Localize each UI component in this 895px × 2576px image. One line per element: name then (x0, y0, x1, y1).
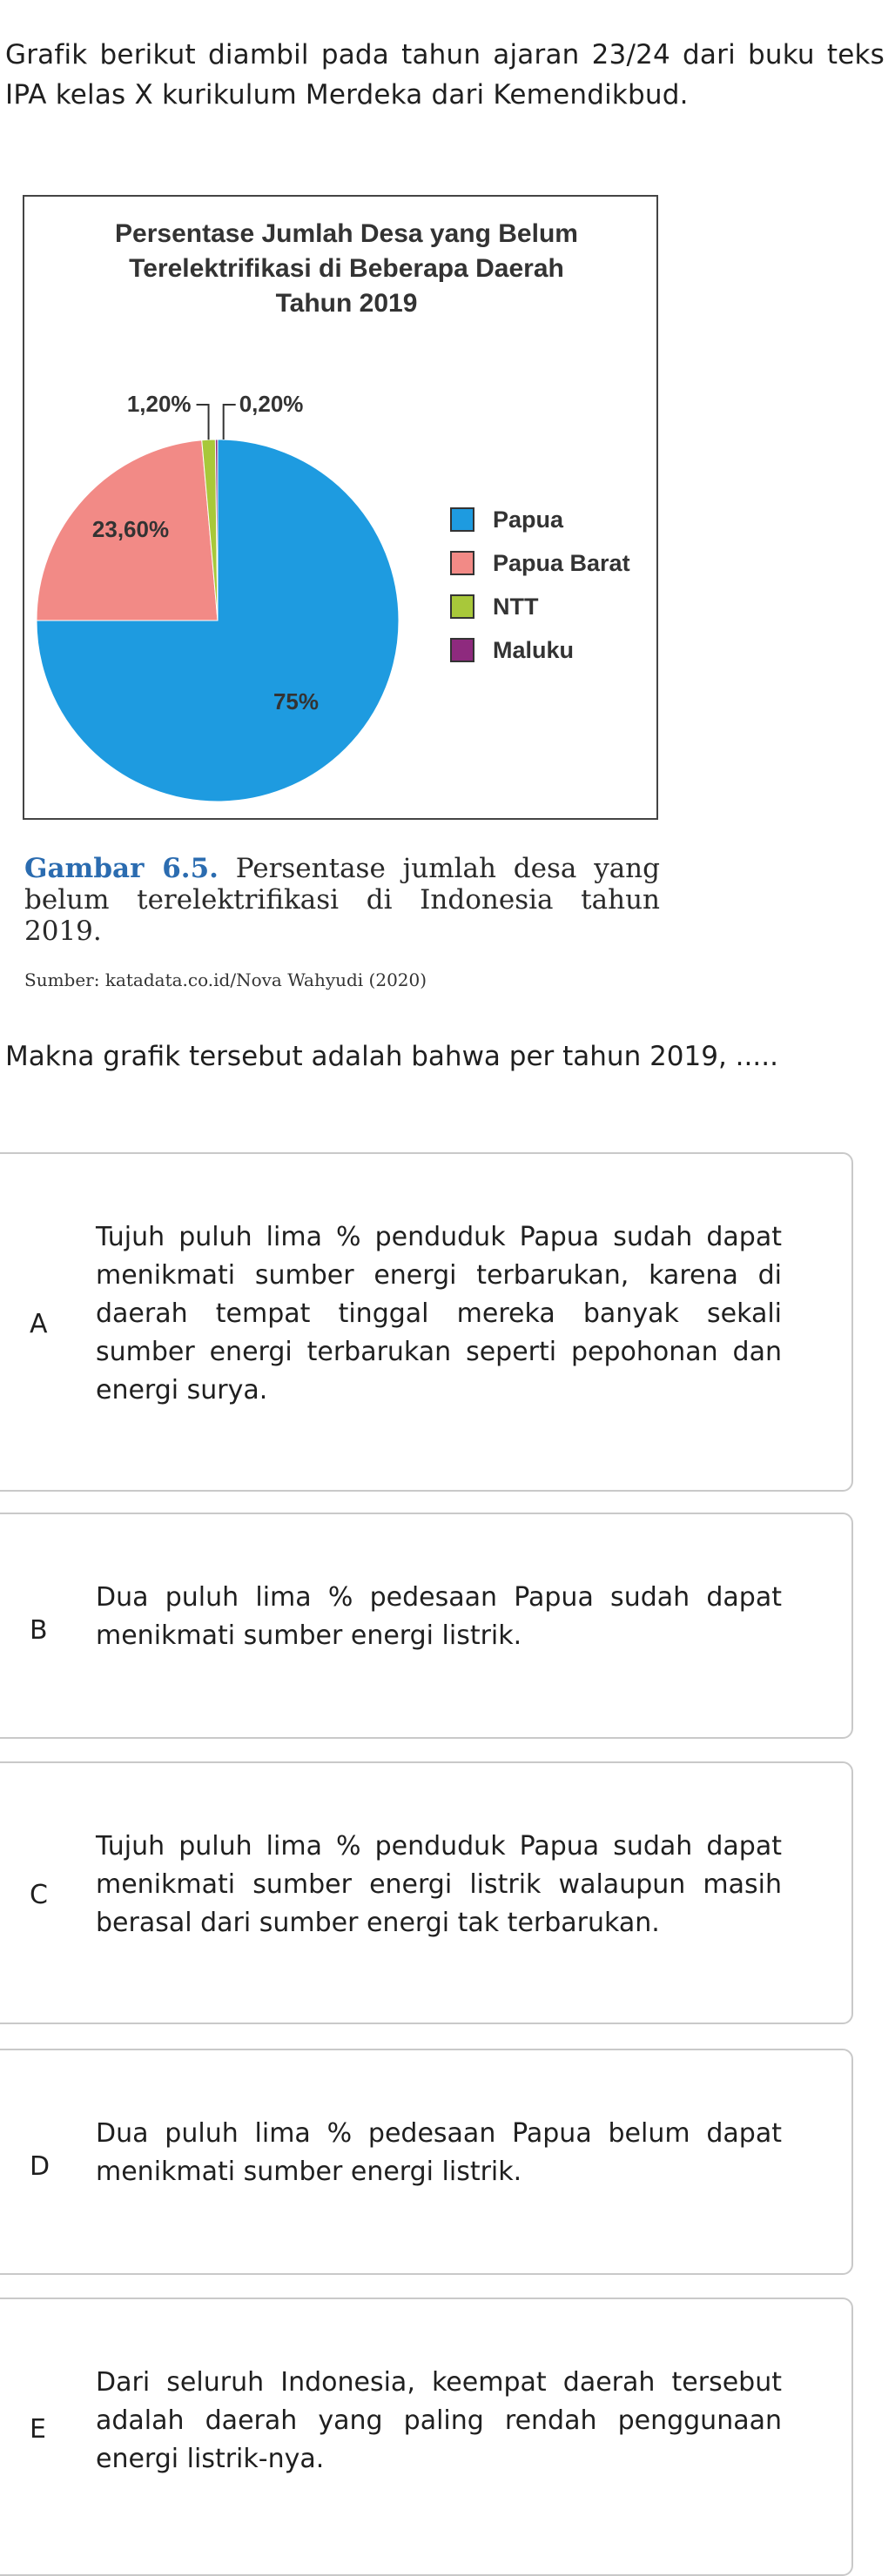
option-letter: A (30, 1309, 48, 1339)
question-text: Makna grafik tersebut adalah bahwa per tahun 2019, ..... (5, 1041, 778, 1072)
option-text: Dari seluruh Indonesia, keempat daerah tersebut adalah daerah yang paling rendah penggunaan energi listrik-nya. (96, 2367, 782, 2474)
option-d[interactable] (0, 2049, 853, 2275)
data-label-maluku: 0,20% (239, 391, 304, 417)
option-a[interactable] (0, 1152, 853, 1492)
option-letter: B (30, 1615, 48, 1646)
option-letter: D (30, 2151, 50, 2182)
legend-item-maluku (451, 637, 574, 663)
caption-label: Gambar 6.5. (24, 853, 219, 884)
data-label-ntt: 1,20% (126, 391, 192, 417)
option-text: Tujuh puluh lima % penduduk Papua sudah dapat menikmati sumber energi terbarukan, karena di daerah tempat tinggal mereka banyak sekali sumber energi terbarukan seperti pepohonan dan energi surya. (96, 1222, 782, 1405)
intro-text: Grafik berikut diambil pada tahun ajaran 23/24 dari buku teks IPA kelas X kurikulum Merdeka dari Kemendikbud. (5, 39, 885, 111)
option-e[interactable] (0, 2298, 853, 2576)
chart-figure (23, 195, 658, 820)
legend-label: Maluku (493, 637, 575, 663)
leader-line-ntt (197, 405, 209, 439)
pie-chart (24, 197, 656, 818)
legend-label: Papua (493, 506, 564, 533)
chart-title-line-1: Persentase Jumlah Desa yang Belum (115, 219, 578, 248)
option-letter: C (30, 1880, 48, 1910)
legend-label: Papua Barat (493, 550, 630, 576)
option-c[interactable] (0, 1761, 853, 2024)
legend-item-papua-barat (451, 550, 630, 576)
legend-swatch (451, 508, 474, 531)
figure-caption (24, 853, 660, 947)
legend-swatch (451, 639, 474, 661)
caption-text: Persentase jumlah desa yang belum terelektrifikasi di Indonesia tahun 2019. (24, 853, 660, 947)
chart-title-line-3: Tahun 2019 (275, 289, 418, 318)
leader-line-maluku (224, 405, 236, 439)
legend-label: NTT (493, 594, 539, 620)
option-b[interactable] (0, 1513, 853, 1739)
figure-source: Sumber: katadata.co.id/Nova Wahyudi (2020) (24, 969, 427, 990)
legend-swatch (451, 552, 474, 574)
legend-swatch (451, 595, 474, 618)
legend-item-ntt (451, 594, 539, 620)
data-label-papua-barat: 23,60% (91, 516, 170, 542)
chart-title-line-2: Terelektrifikasi di Beberapa Daerah (129, 254, 564, 283)
option-letter: E (30, 2414, 46, 2445)
option-text: Dua puluh lima % pedesaan Papua belum dapat menikmati sumber energi listrik. (96, 2118, 782, 2187)
option-text: Dua puluh lima % pedesaan Papua sudah dapat menikmati sumber energi listrik. (96, 1582, 782, 1651)
option-text: Tujuh puluh lima % penduduk Papua sudah dapat menikmati sumber energi listrik walaupun masih berasal dari sumber energi tak terbarukan. (96, 1831, 782, 1938)
legend-item-papua (451, 506, 564, 533)
data-label-papua: 75% (273, 688, 320, 714)
